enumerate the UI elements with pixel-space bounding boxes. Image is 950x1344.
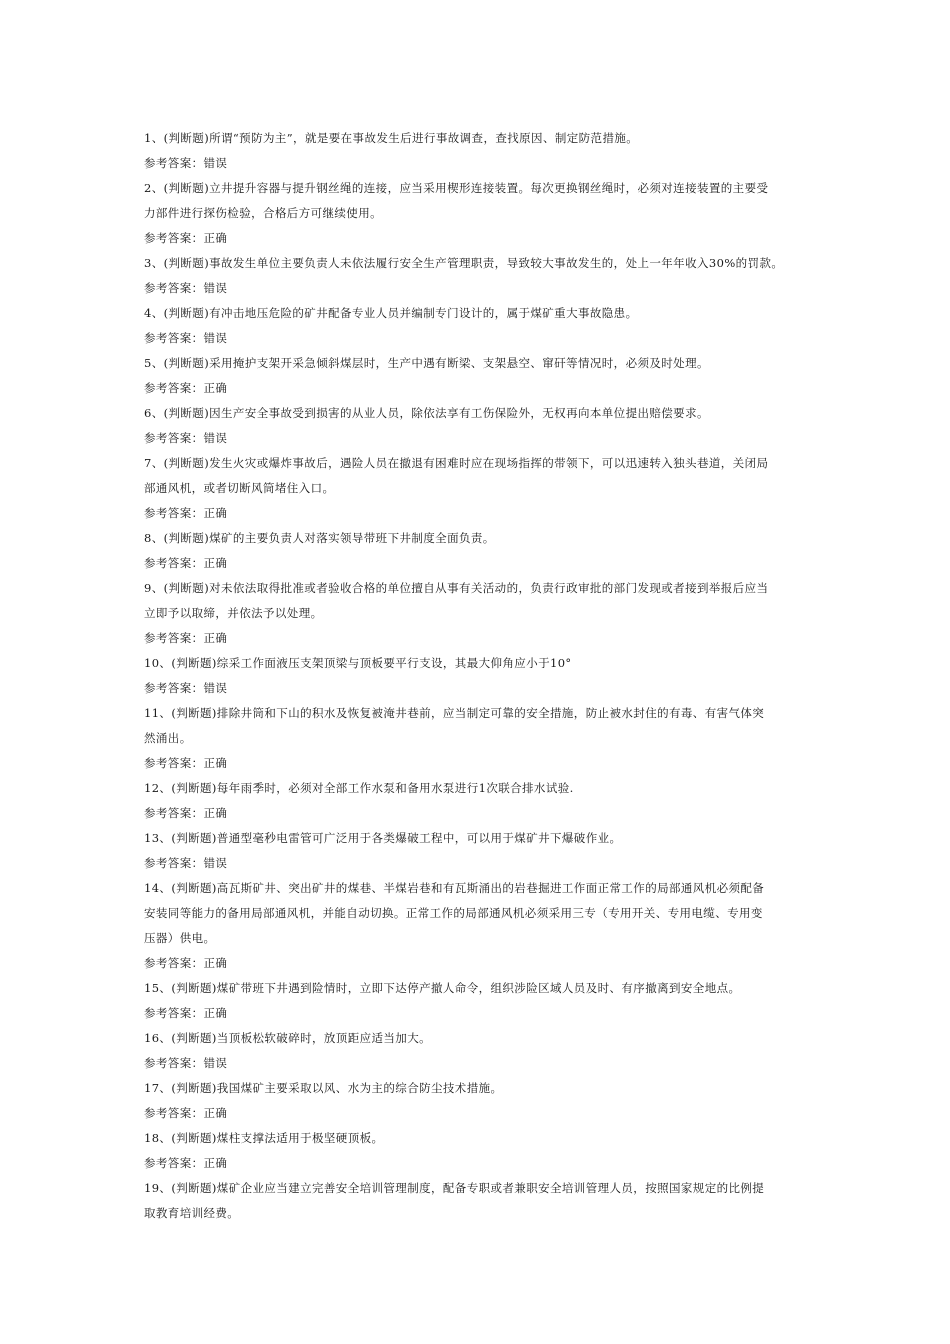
question-text: 3、(判断题)事故发生单位主要负责人未依法履行安全生产管理职责，导致较大事故发生的，处上一年年收入30%的罚款。 (144, 256, 784, 270)
question-text: 1、(判断题)所谓“预防为主”，就是要在事故发生后进行事故调查，查找原因、制定防范措施。 (144, 131, 639, 145)
question-item (144, 776, 808, 826)
answer-text: 参考答案：正确 (144, 1156, 228, 1170)
answer-text: 参考答案：正确 (144, 506, 228, 520)
question-item (144, 401, 808, 451)
question-item (144, 701, 808, 776)
answer-text: 参考答案：正确 (144, 956, 228, 970)
question-text: 10、(判断题)综采工作面液压支架顶梁与顶板要平行支设，其最大仰角应小于10° (144, 656, 572, 670)
question-text: 18、(判断题)煤柱支撑法适用于极坚硬顶板。 (144, 1131, 384, 1145)
question-text: 11、(判断题)排除井筒和下山的积水及恢复被淹井巷前，应当制定可靠的安全措施，防止被水封住的有毒、有害气体突 (144, 706, 765, 720)
answer-text: 参考答案：正确 (144, 556, 228, 570)
question-item (144, 1026, 808, 1076)
question-text: 压器）供电。 (144, 931, 216, 945)
question-item (144, 976, 808, 1026)
answer-text: 参考答案：正确 (144, 231, 228, 245)
answer-text: 参考答案：错误 (144, 281, 228, 295)
question-item (144, 351, 808, 401)
question-item (144, 251, 808, 301)
answer-text: 参考答案：错误 (144, 681, 228, 695)
question-text: 5、(判断题)采用掩护支架开采急倾斜煤层时，生产中遇有断梁、支架悬空、窜矸等情况时，必须及时处理。 (144, 356, 709, 370)
question-text: 16、(判断题)当顶板松软破碎时，放顶距应适当加大。 (144, 1031, 432, 1045)
question-text: 17、(判断题)我国煤矿主要采取以风、水为主的综合防尘技术措施。 (144, 1081, 503, 1095)
question-item (144, 126, 808, 176)
document-page (144, 126, 808, 1226)
question-text: 立即予以取缔，并依法予以处理。 (144, 606, 323, 620)
question-item (144, 876, 808, 976)
question-text: 12、(判断题)每年雨季时，必须对全部工作水泵和备用水泵进行1次联合排水试验. (144, 781, 574, 795)
answer-text: 参考答案：错误 (144, 856, 228, 870)
answer-text: 参考答案：错误 (144, 331, 228, 345)
question-text: 9、(判断题)对未依法取得批准或者验收合格的单位擅自从事有关活动的，负责行政审批的部门发现或者接到举报后应当 (144, 581, 769, 595)
question-text: 6、(判断题)因生产安全事故受到损害的从业人员，除依法享有工伤保险外，无权再向本单位提出赔偿要求。 (144, 406, 709, 420)
question-text: 14、(判断题)高瓦斯矿井、突出矿井的煤巷、半煤岩巷和有瓦斯涌出的岩巷掘进工作面正常工作的局部通风机必须配备 (144, 881, 765, 895)
question-text: 15、(判断题)煤矿带班下井遇到险情时，立即下达停产撤人命令，组织涉险区域人员及时、有序撤离到安全地点。 (144, 981, 741, 995)
question-text: 安装同等能力的备用局部通风机，并能自动切换。正常工作的局部通风机必须采用三专（专用开关、专用电缆、专用变 (144, 906, 763, 920)
answer-text: 参考答案：正确 (144, 631, 228, 645)
answer-text: 参考答案：正确 (144, 806, 228, 820)
question-item (144, 451, 808, 526)
question-text: 部通风机，或者切断风筒堵住入口。 (144, 481, 335, 495)
question-text: 取教育培训经费。 (144, 1206, 240, 1220)
question-item (144, 1176, 808, 1226)
answer-text: 参考答案：正确 (144, 1106, 228, 1120)
question-text: 4、(判断题)有冲击地压危险的矿井配备专业人员并编制专门设计的，属于煤矿重大事故隐患。 (144, 306, 638, 320)
answer-text: 参考答案：正确 (144, 1006, 228, 1020)
answer-text: 参考答案：错误 (144, 431, 228, 445)
question-item (144, 526, 808, 576)
question-item (144, 176, 808, 251)
answer-text: 参考答案：错误 (144, 156, 228, 170)
question-text: 力部件进行探伤检验，合格后方可继续使用。 (144, 206, 382, 220)
question-item (144, 1126, 808, 1176)
question-text: 8、(判断题)煤矿的主要负责人对落实领导带班下井制度全面负责。 (144, 531, 495, 545)
answer-text: 参考答案：正确 (144, 381, 228, 395)
question-text: 13、(判断题)普通型毫秒电雷管可广泛用于各类爆破工程中，可以用于煤矿井下爆破作业。 (144, 831, 622, 845)
answer-text: 参考答案：正确 (144, 756, 228, 770)
question-text: 然涌出。 (144, 731, 192, 745)
question-item (144, 576, 808, 651)
question-item (144, 651, 808, 701)
question-item (144, 826, 808, 876)
question-text: 19、(判断题)煤矿企业应当建立完善安全培训管理制度，配备专职或者兼职安全培训管理人员，按照国家规定的比例提 (144, 1181, 765, 1195)
answer-text: 参考答案：错误 (144, 1056, 228, 1070)
question-item (144, 301, 808, 351)
question-text: 7、(判断题)发生火灾或爆炸事故后，遇险人员在撤退有困难时应在现场指挥的带领下，可以迅速转入独头巷道，关闭局 (144, 456, 769, 470)
question-text: 2、(判断题)立井提升容器与提升钢丝绳的连接，应当采用楔形连接装置。每次更换钢丝绳时，必须对连接装置的主要受 (144, 181, 769, 195)
question-item (144, 1076, 808, 1126)
